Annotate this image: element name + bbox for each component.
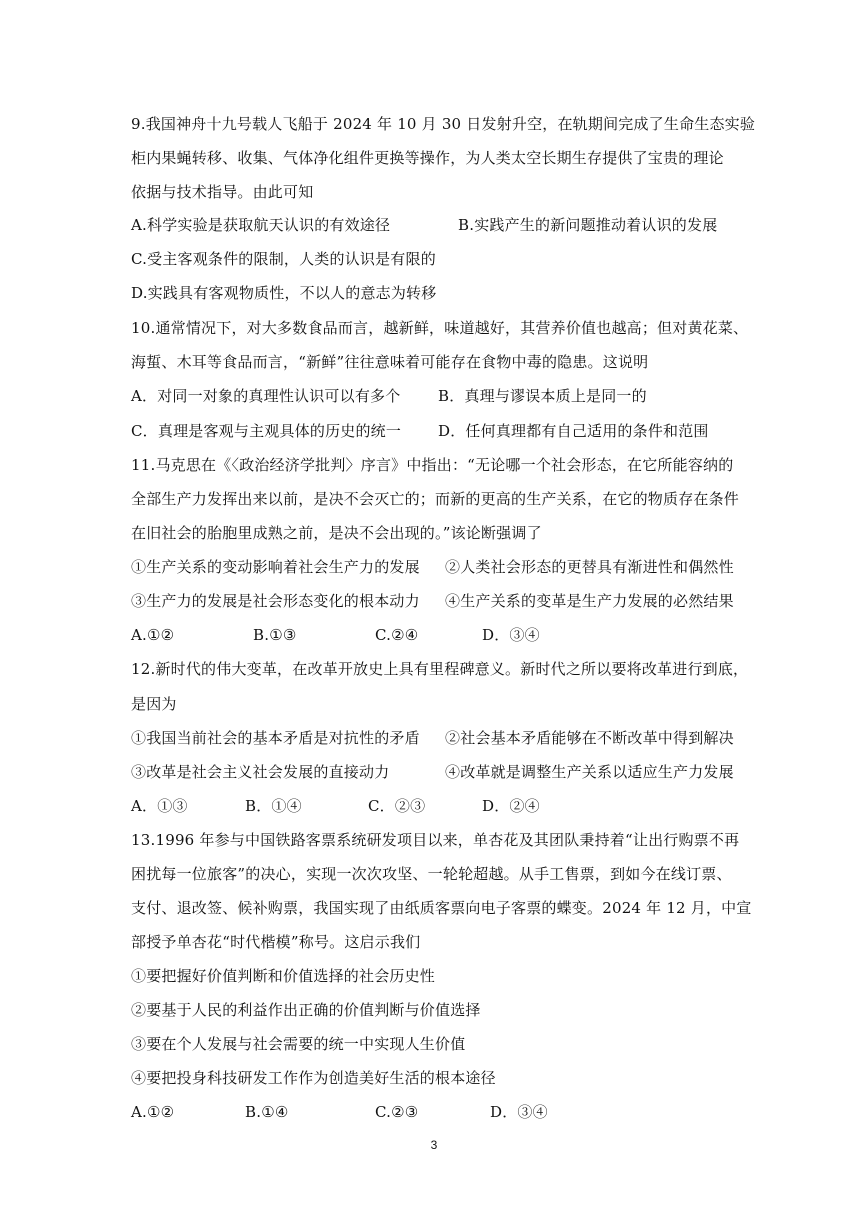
q12-item-3: ③改革是社会主义社会发展的直接动力 [131, 763, 390, 781]
q11-stem-line-2: 全部生产力发挥出来以前，是决不会灭亡的；而新的更高的生产关系，在它的物质存在条件 [131, 490, 740, 508]
q10-option-c: C．真理是客观与主观具体的历史的统一 [131, 422, 402, 440]
q13-stem-line-4: 部授予单杏花“时代楷模”称号。这启示我们 [131, 933, 421, 951]
q11-item-2: ②人类社会形态的更替具有渐进性和偶然性 [445, 558, 734, 576]
q12-item-1: ①我国当前社会的基本矛盾是对抗性的矛盾 [131, 729, 420, 747]
q13-item-1: ①要把握好价值判断和价值选择的社会历史性 [131, 967, 436, 985]
q9-option-d: D.实践具有客观物质性，不以人的意志为转移 [131, 284, 437, 302]
q12-item-4: ④改革就是调整生产关系以适应生产力发展 [445, 763, 734, 781]
q12-option-b: B．①④ [245, 797, 302, 815]
q13-item-4: ④要把投身科技研发工作作为创造美好生活的根本途径 [131, 1069, 496, 1087]
q11-stem-line-1: 11.马克思在《〈政治经济学批判〉序言》中指出：“无论哪一个社会形态，在它所能容纳的 [131, 456, 734, 474]
q12-stem-line-2: 是因为 [131, 695, 177, 713]
q10-stem-line-1: 10.通常情况下，对大多数食品而言，越新鲜，味道越好，其营养价值也越高；但对黄花菜、 [131, 319, 749, 337]
q9-option-c: C.受主客观条件的限制，人类的认识是有限的 [131, 250, 436, 268]
q12-item-2: ②社会基本矛盾能够在不断改革中得到解决 [445, 729, 734, 747]
q12-option-d: D．②④ [482, 797, 540, 815]
q11-item-3: ③生产力的发展是社会形态变化的根本动力 [131, 592, 420, 610]
q11-item-1: ①生产关系的变动影响着社会生产力的发展 [131, 558, 420, 576]
q11-stem-line-3: 在旧社会的胎胞里成熟之前，是决不会出现的。”该论断强调了 [131, 524, 542, 542]
q9-stem-line-3: 依据与技术指导。由此可知 [131, 183, 314, 201]
q11-option-d: D．③④ [482, 626, 540, 644]
page-number: 3 [430, 1138, 438, 1152]
q13-option-d: D．③④ [490, 1103, 548, 1121]
q9-option-b: B.实践产生的新问题推动着认识的发展 [458, 216, 718, 234]
q12-stem-line-1: 12.新时代的伟大变革，在改革开放史上具有里程碑意义。新时代之所以要将改革进行到底， [131, 660, 749, 678]
q12-option-a: A．①③ [131, 797, 188, 815]
q9-stem-line-2: 柜内果蝇转移、收集、气体净化组件更换等操作，为人类太空长期生存提供了宝贵的理论 [131, 149, 724, 167]
q13-stem-line-3: 支付、退改签、候补购票，我国实现了由纸质客票向电子客票的蝶变。2024 年 12 月，中宣 [131, 899, 752, 917]
q11-option-a: A.①② [131, 626, 175, 644]
q13-option-c: C.②③ [375, 1103, 419, 1121]
q13-item-3: ③要在个人发展与社会需要的统一中实现人生价值 [131, 1035, 466, 1053]
q9-stem-line-1: 9.我国神舟十九号载人飞船于 2024 年 10 月 30 日发射升空，在轨期间完成了生命生态实验 [131, 115, 756, 133]
q13-option-a: A.①② [131, 1103, 175, 1121]
q13-option-b: B.①④ [245, 1103, 289, 1121]
q10-option-a: A．对同一对象的真理性认识可以有多个 [131, 387, 401, 405]
q11-option-c: C.②④ [375, 626, 419, 644]
q9-option-a: A.科学实验是获取航天认识的有效途径 [131, 216, 391, 234]
q10-option-d: D．任何真理都有自己适用的条件和范围 [438, 422, 709, 440]
q13-item-2: ②要基于人民的利益作出正确的价值判断与价值选择 [131, 1001, 481, 1019]
q11-item-4: ④生产关系的变革是生产力发展的必然结果 [445, 592, 734, 610]
q10-stem-line-2: 海蜇、木耳等食品而言，“新鲜”往往意味着可能存在食物中毒的隐患。这说明 [131, 353, 649, 371]
q11-option-b: B.①③ [253, 626, 297, 644]
q10-option-b: B．真理与谬误本质上是同一的 [438, 387, 647, 405]
q13-stem-line-2: 困扰每一位旅客”的决心，实现一次次攻坚、一轮轮超越。从手工售票，到如今在线订票、 [131, 865, 732, 883]
q12-option-c: C．②③ [368, 797, 426, 815]
q13-stem-line-1: 13.1996 年参与中国铁路客票系统研发项目以来，单杏花及其团队秉持着“让出行购票不再 [131, 831, 740, 849]
